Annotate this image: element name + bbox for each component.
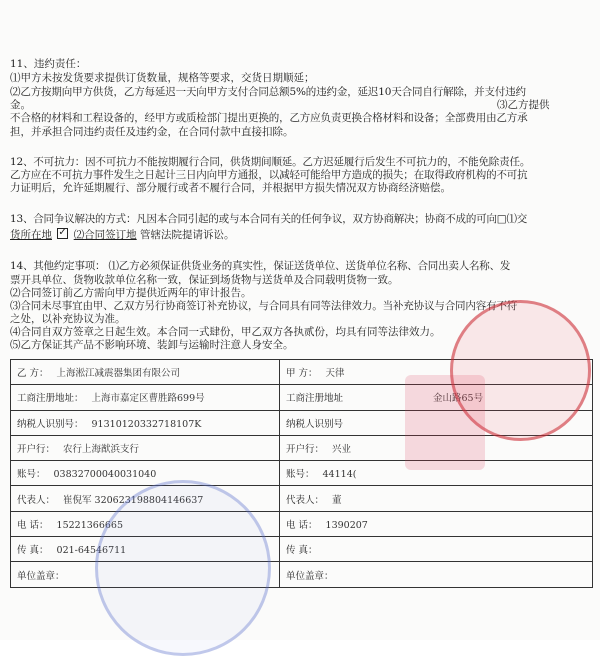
clause-11-item-3-cont: 不合格的材料和工程设备的，经甲方或质检部门提出更换的，乙方应负责更换合格材料和设备；全部费用由乙方承 bbox=[10, 112, 528, 124]
party-b-representative-cell: 代表人： 崔倪军 320623198804146637 bbox=[11, 486, 280, 511]
clause-13-option-1: 货所在地 bbox=[10, 229, 52, 241]
clause-14-line-5: 之处，以补充协议为准。 bbox=[10, 313, 126, 325]
red-contract-seal-icon bbox=[405, 375, 485, 470]
checkbox-checked-icon bbox=[57, 228, 68, 239]
party-a-name-cell: 甲 方： 天律 bbox=[280, 360, 593, 385]
clause-13-tail: 管辖法院提请诉讼。 bbox=[140, 229, 235, 241]
clause-11-item-1: ⑴甲方未按发货要求提供订货数量，规格等要求，交货日期顺延； bbox=[10, 72, 315, 84]
clause-11-item-3: ⑶乙方提供 bbox=[497, 99, 550, 111]
table-row bbox=[11, 385, 593, 410]
clause-11-heading: 11、违约责任： bbox=[10, 58, 87, 70]
clause-11-item-2: ⑵乙方按期向甲方供货，乙方每延迟一天向甲方支付合同总额5%的违约金，延迟10天合同自行解除，并支付违约 bbox=[10, 86, 526, 98]
party-a-phone-cell: 电 话： 1390207 bbox=[280, 511, 593, 536]
party-a-bank-cell: 开户行： 兴业 bbox=[280, 435, 593, 460]
clause-12-line-2: 乙方应在不可抗力事件发生之日起计三日内向甲方通报，以减轻可能给甲方造成的损失；在取得政府机构的不可抗 bbox=[10, 169, 528, 181]
clause-13-option-2: ⑵合同签订地 bbox=[73, 229, 137, 241]
table-row bbox=[11, 486, 593, 511]
signature-table bbox=[10, 359, 593, 588]
party-b-address-cell: 工商注册地址： 上海市嘉定区曹胜路699号 bbox=[11, 385, 280, 410]
party-a-seal-cell: 单位盖章： bbox=[280, 562, 593, 587]
clause-13-line-2 bbox=[10, 228, 235, 243]
clause-13-line-1: 13、合同争议解决的方式：凡因本合同引起的或与本合同有关的任何争议，双方协商解决；协商不成的可向□⑴交 bbox=[10, 213, 528, 225]
table-row bbox=[11, 511, 593, 536]
clause-11-item-3-end: 担，并承担合同违约责任及违约金，在合同付款中直接扣除。 bbox=[10, 126, 294, 138]
clause-12-line-3: 力证明后，允许延期履行、部分履行或者不履行合同，并根据甲方损失情况双方协商经济赔偿。 bbox=[10, 182, 451, 194]
party-a-address-cell: 工商注册地址 金山路65号 bbox=[280, 385, 593, 410]
clause-14-line-7: ⑸乙方保证其产品不影响环境、装卸与运输时注意人身安全。 bbox=[10, 339, 294, 351]
clause-14-line-4: ⑶合同未尽事宜由甲、乙双方另行协商签订补充协议，与合同具有同等法律效力。当补充协议与合同内容有不符 bbox=[10, 300, 518, 312]
party-b-name-cell: 乙 方： 上海淞江减震器集团有限公司 bbox=[11, 360, 280, 385]
party-a-taxid-cell: 纳税人识别号 bbox=[280, 410, 593, 435]
table-row bbox=[11, 537, 593, 562]
clause-12-line-1: 12、不可抗力：因不可抗力不能按期履行合同，供货期间顺延。乙方迟延履行后发生不可抗力的，不能免除责任。 bbox=[10, 156, 531, 168]
party-a-fax-cell: 传 真： bbox=[280, 537, 593, 562]
clause-14-line-3: ⑵合同签订前乙方需向甲方提供近两年的审计报告。 bbox=[10, 287, 252, 299]
clause-14-line-2: 票开具单位、货物收款单位名称一致，保证到场货物与送货单及合同载明货物一致。 bbox=[10, 274, 399, 286]
party-b-fax-cell: 传 真： 021-64546711 bbox=[11, 537, 280, 562]
party-b-phone-cell: 电 话： 15221366665 bbox=[11, 511, 280, 536]
table-row bbox=[11, 562, 593, 587]
party-b-account-cell: 账号： 03832700040031040 bbox=[11, 461, 280, 486]
party-a-representative-cell: 代表人： 董 bbox=[280, 486, 593, 511]
table-row bbox=[11, 461, 593, 486]
clause-14-line-6: ⑷合同自双方签章之日起生效。本合同一式肆份，甲乙双方各执贰份，均具有同等法律效力。 bbox=[10, 326, 441, 338]
party-a-account-cell: 账号： 44114( bbox=[280, 461, 593, 486]
table-row bbox=[11, 410, 593, 435]
clause-11-item-2-cont: 金。 bbox=[10, 99, 31, 111]
table-row bbox=[11, 360, 593, 385]
party-b-taxid-cell: 纳税人识别号： 91310120332718107K bbox=[11, 410, 280, 435]
clause-14-line-1: 14、其他约定事项： ⑴乙方必须保证供货业务的真实性，保证送货单位、送货单位名称、合同出卖人名称、发 bbox=[10, 260, 511, 272]
party-b-bank-cell: 开户行： 农行上海猷浜支行 bbox=[11, 435, 280, 460]
party-b-seal-cell: 单位盖章： bbox=[11, 562, 280, 587]
table-row bbox=[11, 435, 593, 460]
